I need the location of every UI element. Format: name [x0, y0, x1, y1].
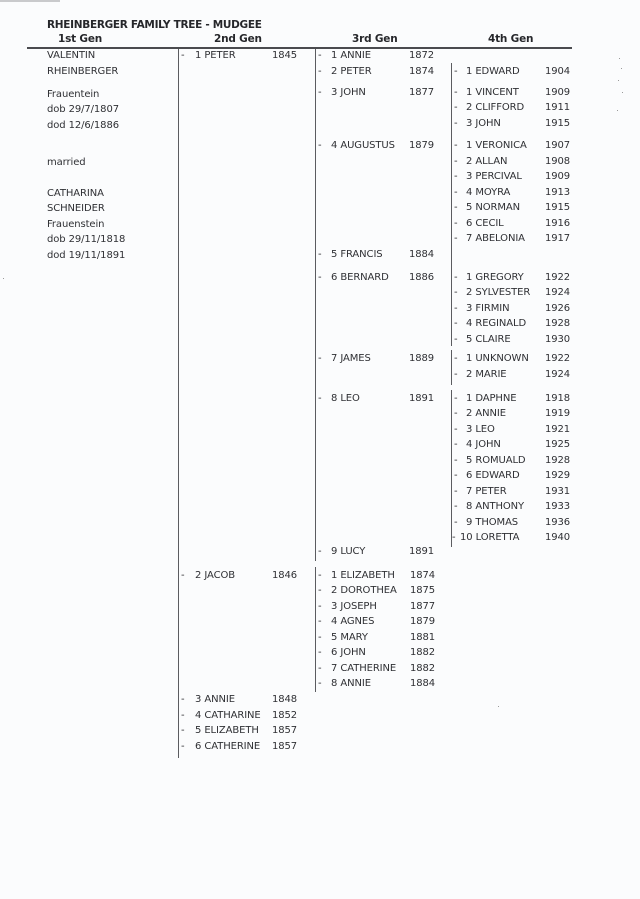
- fourth-gen-year: 1909: [545, 171, 571, 182]
- fourth-gen-year: 1908: [545, 156, 571, 167]
- fourth-gen-year: 1940: [545, 532, 571, 543]
- fourth-gen-year: 1921: [545, 424, 571, 435]
- scan-speck: [617, 110, 618, 111]
- dash: -: [318, 140, 322, 151]
- fourth-gen-year: 1928: [545, 455, 571, 466]
- first-gen-line: Frauenstein: [47, 219, 105, 230]
- fourth-gen-year: 1933: [545, 501, 571, 512]
- fourth-gen-year: 1925: [545, 439, 571, 450]
- header-2nd-gen: 2nd Gen: [214, 33, 262, 45]
- first-gen-line: dob 29/7/1807: [47, 104, 119, 115]
- second-gen-bracket: [178, 49, 179, 758]
- dash: -: [454, 233, 458, 244]
- fourth-gen-year: 1924: [545, 369, 571, 380]
- second-gen-year: 1857: [272, 741, 298, 752]
- fourth-gen-year: 1917: [545, 233, 571, 244]
- third-gen-year: 1879: [409, 140, 435, 151]
- fourth-gen-name: 6 CECIL: [466, 218, 504, 229]
- third-gen-year: 1879: [410, 616, 436, 627]
- dash: -: [454, 455, 458, 466]
- fourth-gen-year: 1918: [545, 393, 571, 404]
- third-gen-name: 4 AGNES: [331, 616, 375, 627]
- third-gen-name: 8 ANNIE: [331, 678, 371, 689]
- third-gen-year: 1882: [410, 647, 436, 658]
- fourth-gen-name: 2 MARIE: [466, 369, 507, 380]
- dash: -: [454, 353, 458, 364]
- dash: -: [454, 272, 458, 283]
- fourth-gen-year: 1930: [545, 334, 571, 345]
- dash: -: [318, 647, 322, 658]
- dash: -: [318, 663, 322, 674]
- dash: -: [318, 632, 322, 643]
- second-gen-name: 6 CATHERINE: [195, 741, 261, 752]
- fourth-gen-year: 1915: [545, 118, 571, 129]
- fourth-gen-name: 2 ANNIE: [466, 408, 506, 419]
- dash: -: [454, 334, 458, 345]
- third-gen-name: 9 LUCY: [331, 546, 366, 557]
- second-gen-year: 1857: [272, 725, 298, 736]
- second-gen-name: 3 ANNIE: [195, 694, 235, 705]
- fourth-gen-name: 1 VINCENT: [466, 87, 519, 98]
- dash: -: [452, 532, 456, 543]
- first-gen-line: RHEINBERGER: [47, 66, 119, 77]
- scan-edge-mark: [0, 0, 60, 2]
- fourth-gen-year: 1915: [545, 202, 571, 213]
- third-gen-name: 1 ANNIE: [331, 50, 371, 61]
- fourth-gen-name: 3 PERCIVAL: [466, 171, 522, 182]
- dash: -: [454, 408, 458, 419]
- second-gen-name: 2 JACOB: [195, 570, 235, 581]
- dash: -: [318, 678, 322, 689]
- fourth-gen-name: 1 DAPHNE: [466, 393, 517, 404]
- second-gen-year: 1848: [272, 694, 298, 705]
- fourth-gen-bracket-bernard: [451, 268, 452, 346]
- dash: -: [181, 694, 185, 705]
- fourth-gen-bracket-upper: [451, 63, 452, 283]
- dash: -: [454, 156, 458, 167]
- dash: -: [318, 249, 322, 260]
- scan-speck: [498, 706, 499, 707]
- fourth-gen-name: 8 ANTHONY: [466, 501, 525, 512]
- dash: -: [454, 87, 458, 98]
- dash: -: [318, 570, 322, 581]
- header-rule: [27, 47, 572, 49]
- fourth-gen-year: 1907: [545, 140, 571, 151]
- dash: -: [318, 616, 322, 627]
- fourth-gen-year: 1909: [545, 87, 571, 98]
- scan-speck: [621, 68, 622, 69]
- third-gen-year: 1891: [409, 393, 435, 404]
- fourth-gen-year: 1924: [545, 287, 571, 298]
- third-gen-year: 1877: [410, 601, 436, 612]
- scan-speck: [619, 58, 620, 59]
- page-title: RHEINBERGER FAMILY TREE - MUDGEE: [47, 19, 262, 31]
- first-gen-line: married: [47, 157, 86, 168]
- third-gen-name: 2 PETER: [331, 66, 372, 77]
- fourth-gen-year: 1916: [545, 218, 571, 229]
- fourth-gen-name: 3 JOHN: [466, 118, 501, 129]
- fourth-gen-name: 5 ROMUALD: [466, 455, 526, 466]
- scan-speck: [3, 278, 4, 279]
- third-gen-name: 8 LEO: [331, 393, 360, 404]
- dash: -: [454, 187, 458, 198]
- fourth-gen-name: 1 UNKNOWN: [466, 353, 529, 364]
- fourth-gen-year: 1904: [545, 66, 571, 77]
- header-1st-gen: 1st Gen: [58, 33, 103, 45]
- first-gen-line: dob 29/11/1818: [47, 234, 126, 245]
- fourth-gen-bracket-james: [451, 350, 452, 385]
- second-gen-name: 1 PETER: [195, 50, 236, 61]
- fourth-gen-year: 1929: [545, 470, 571, 481]
- fourth-gen-name: 2 CLIFFORD: [466, 102, 525, 113]
- second-gen-name: 4 CATHARINE: [195, 710, 261, 721]
- third-gen-name: 1 ELIZABETH: [331, 570, 395, 581]
- dash: -: [454, 501, 458, 512]
- third-gen-year: 1891: [409, 546, 435, 557]
- dash: -: [454, 369, 458, 380]
- third-gen-bracket-jacob: [315, 567, 316, 692]
- first-gen-line: dod 12/6/1886: [47, 120, 119, 131]
- dash: -: [454, 470, 458, 481]
- third-gen-name: 7 JAMES: [331, 353, 371, 364]
- dash: -: [318, 66, 322, 77]
- fourth-gen-year: 1922: [545, 272, 571, 283]
- dash: -: [181, 741, 185, 752]
- fourth-gen-name: 3 LEO: [466, 424, 495, 435]
- dash: -: [181, 725, 185, 736]
- fourth-gen-name: 7 ABELONIA: [466, 233, 525, 244]
- second-gen-name: 5 ELIZABETH: [195, 725, 259, 736]
- dash: -: [454, 171, 458, 182]
- dash: -: [318, 87, 322, 98]
- dash: -: [318, 393, 322, 404]
- dash: -: [454, 218, 458, 229]
- first-gen-line: dod 19/11/1891: [47, 250, 126, 261]
- third-gen-year: 1884: [410, 678, 436, 689]
- fourth-gen-year: 1919: [545, 408, 571, 419]
- dash: -: [454, 118, 458, 129]
- dash: -: [318, 585, 322, 596]
- fourth-gen-name: 4 MOYRA: [466, 187, 511, 198]
- scan-speck: [618, 80, 619, 81]
- dash: -: [318, 272, 322, 283]
- dash: -: [318, 546, 322, 557]
- fourth-gen-year: 1928: [545, 318, 571, 329]
- fourth-gen-name: 10 LORETTA: [460, 532, 520, 543]
- fourth-gen-name: 5 CLAIRE: [466, 334, 511, 345]
- fourth-gen-year: 1936: [545, 517, 571, 528]
- third-gen-year: 1875: [410, 585, 436, 596]
- second-gen-year: 1852: [272, 710, 298, 721]
- dash: -: [454, 486, 458, 497]
- third-gen-name: 3 JOHN: [331, 87, 366, 98]
- fourth-gen-name: 2 SYLVESTER: [466, 287, 531, 298]
- scan-speck: [622, 92, 623, 93]
- dash: -: [454, 66, 458, 77]
- fourth-gen-year: 1911: [545, 102, 571, 113]
- dash: -: [181, 710, 185, 721]
- dash: -: [454, 424, 458, 435]
- fourth-gen-name: 1 EDWARD: [466, 66, 520, 77]
- third-gen-name: 5 MARY: [331, 632, 368, 643]
- dash: -: [454, 287, 458, 298]
- dash: -: [454, 102, 458, 113]
- fourth-gen-bracket-leo: [451, 390, 452, 547]
- first-gen-line: Frauentein: [47, 89, 100, 100]
- first-gen-line: VALENTIN: [47, 50, 96, 61]
- dash: -: [454, 517, 458, 528]
- second-gen-year: 1845: [272, 50, 298, 61]
- fourth-gen-name: 4 JOHN: [466, 439, 501, 450]
- third-gen-year: 1889: [409, 353, 435, 364]
- third-gen-name: 6 JOHN: [331, 647, 366, 658]
- fourth-gen-name: 1 VERONICA: [466, 140, 527, 151]
- third-gen-name: 2 DOROTHEA: [331, 585, 397, 596]
- dash: -: [454, 140, 458, 151]
- third-gen-name: 7 CATHERINE: [331, 663, 397, 674]
- fourth-gen-name: 2 ALLAN: [466, 156, 508, 167]
- third-gen-year: 1874: [409, 66, 435, 77]
- header-3rd-gen: 3rd Gen: [352, 33, 398, 45]
- third-gen-name: 5 FRANCIS: [331, 249, 383, 260]
- dash: -: [454, 393, 458, 404]
- third-gen-year: 1877: [409, 87, 435, 98]
- dash: -: [181, 50, 185, 61]
- fourth-gen-name: 4 REGINALD: [466, 318, 527, 329]
- third-gen-name: 6 BERNARD: [331, 272, 389, 283]
- third-gen-year: 1872: [409, 50, 435, 61]
- dash: -: [454, 439, 458, 450]
- third-gen-name: 4 AUGUSTUS: [331, 140, 395, 151]
- third-gen-year: 1882: [410, 663, 436, 674]
- first-gen-line: CATHARINA: [47, 188, 104, 199]
- third-gen-year: 1884: [409, 249, 435, 260]
- third-gen-bracket-peter: [315, 49, 316, 561]
- second-gen-year: 1846: [272, 570, 298, 581]
- third-gen-year: 1874: [410, 570, 436, 581]
- fourth-gen-year: 1922: [545, 353, 571, 364]
- fourth-gen-year: 1931: [545, 486, 571, 497]
- dash: -: [318, 353, 322, 364]
- third-gen-year: 1881: [410, 632, 436, 643]
- fourth-gen-name: 3 FIRMIN: [466, 303, 510, 314]
- dash: -: [454, 303, 458, 314]
- fourth-gen-name: 5 NORMAN: [466, 202, 520, 213]
- dash: -: [318, 601, 322, 612]
- third-gen-name: 3 JOSEPH: [331, 601, 377, 612]
- dash: -: [181, 570, 185, 581]
- fourth-gen-name: 6 EDWARD: [466, 470, 520, 481]
- first-gen-line: SCHNEIDER: [47, 203, 105, 214]
- fourth-gen-year: 1913: [545, 187, 571, 198]
- fourth-gen-name: 7 PETER: [466, 486, 507, 497]
- fourth-gen-year: 1926: [545, 303, 571, 314]
- third-gen-year: 1886: [409, 272, 435, 283]
- fourth-gen-name: 1 GREGORY: [466, 272, 524, 283]
- dash: -: [454, 202, 458, 213]
- dash: -: [454, 318, 458, 329]
- dash: -: [318, 50, 322, 61]
- fourth-gen-name: 9 THOMAS: [466, 517, 519, 528]
- header-4th-gen: 4th Gen: [488, 33, 534, 45]
